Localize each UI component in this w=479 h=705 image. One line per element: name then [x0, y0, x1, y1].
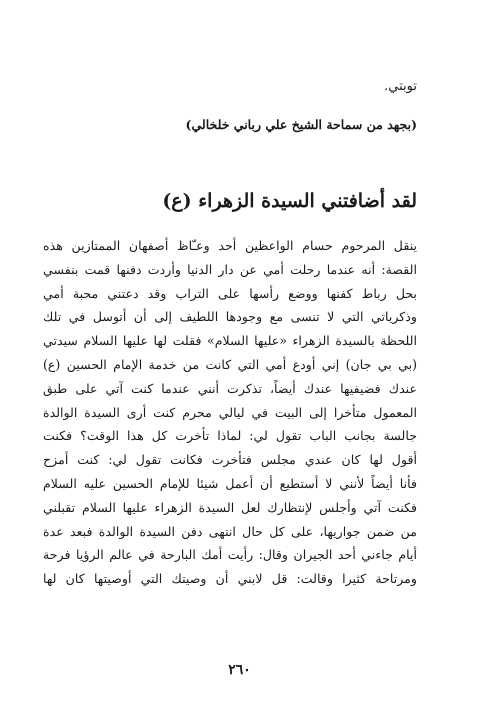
body-line: من ضمن جواريها، على كل حال انتهى دفن السيدة الوالدة فبعد عدة — [43, 523, 417, 539]
previous-section-credit: (بجهد من سماحة الشيخ علي رباني خلخالي) — [185, 117, 417, 132]
body-line: ينقل المرحوم حسام الواعظين أحد وعـّاظ أصفهان الممتازين هذه — [43, 238, 417, 253]
body-line: فكنت آتي وأجلس لإنتظارك لعل السيدة الزهراء عليها السلام تقبلني — [43, 499, 417, 515]
body-line: القصة: أنه عندما رحلت أمي عن دار الدنيا وأردت دفنها قمت بنفسي — [43, 261, 417, 277]
body-line: ومرتاحة كثيرا وقالت: قل لابني أن وصيتك التي أوصيتها كان لها — [43, 571, 417, 587]
body-line: المعمول متأخرا إلى البيت في ليالي محرم كنت أرى السيدة الوالدة — [43, 404, 417, 420]
body-line: وذكرياتي التي لا تنسى مع وجودها اللطيف إلى أن أتوسل في تلك — [43, 309, 417, 325]
body-line: بحل رباط كفنها ووضع رأسها على التراب وقد دعتني محبة أمي — [43, 285, 417, 301]
body-line: عندك فضيفيها عندك أيضاً، تذكرت أنني عندما كنت آتي على طبق — [43, 380, 417, 396]
body-line: فأنا أيضاً لأنني لا أستطيع أن أعمل شيئا للإمام الحسين عليه السلام — [43, 475, 417, 491]
body-line: أيام جاءني أحد الجيران وقال: رأيت أمك البارحة في عالم الرؤيا فرحة — [43, 547, 417, 563]
section-title: لقد أضافتني السيدة الزهراء (ع) — [162, 190, 417, 212]
body-line: (بي بي جان) إني أودع أمي التي كانت من خدمة الإمام الحسين (ع) — [43, 356, 417, 372]
previous-section-closing-word: توبتي. — [384, 79, 417, 94]
section-body — [43, 234, 417, 591]
body-line: أقول لها كان عندي مجلس فتأخرت فكانت تقول لي: كنت أمزح — [43, 452, 417, 468]
body-line: جالسة بجانب الباب تقول لي: لماذا تأخرت كل هذا الوقت؟ فكنت — [43, 428, 417, 444]
body-line: اللحظة بالسيدة الزهراء «عليها السلام» فقلت لها عليها السلام سيدتي — [43, 333, 417, 349]
page-number: ٢٦٠ — [228, 662, 251, 678]
